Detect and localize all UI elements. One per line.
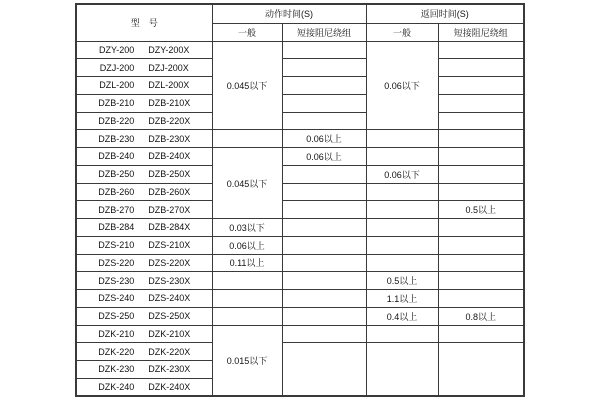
header-return-damped-winding: 短接阻尼绕组 <box>438 23 524 41</box>
table-row <box>76 59 524 77</box>
model-label: DZS-230X <box>148 275 191 286</box>
value-cell-return_damped <box>438 183 524 201</box>
value-cell-action_general: 0.11以上 <box>212 254 282 272</box>
model-label: DZB-210X <box>148 98 191 109</box>
value-cell-action_damped <box>282 77 366 95</box>
model-label: DZK-230 <box>98 364 135 375</box>
table-row <box>76 94 524 112</box>
value-cell-return_damped: 0.5以上 <box>438 201 524 219</box>
value-cell-return_damped <box>438 77 524 95</box>
model-label: DZS-210X <box>148 240 191 251</box>
value-cell-return_general <box>366 219 438 237</box>
value-cell-action_general: 0.03以下 <box>212 219 282 237</box>
model-cell <box>76 165 212 183</box>
value-cell-action_general: 0.045以下 <box>212 41 282 130</box>
model-cell <box>76 183 212 201</box>
value-cell-return_damped <box>438 236 524 254</box>
model-label: DZJ-200 <box>99 62 135 73</box>
model-label: DZB-250 <box>98 169 135 180</box>
value-cell-action_general <box>212 130 282 148</box>
model-label: DZB-284X <box>148 222 191 233</box>
model-cell <box>76 307 212 325</box>
table-row <box>76 290 524 308</box>
value-cell-return_general: 0.5以上 <box>366 272 438 290</box>
value-cell-return_general <box>366 254 438 272</box>
value-cell-action_general <box>212 307 282 325</box>
value-cell-action_damped <box>282 290 366 308</box>
table-row <box>76 343 524 361</box>
relay-spec-table <box>75 3 525 397</box>
table-row <box>76 148 524 166</box>
model-label: DZS-240X <box>148 293 191 304</box>
table-row <box>76 272 524 290</box>
header-model: 型 号 <box>76 4 212 41</box>
model-cell <box>76 325 212 343</box>
value-cell-return_damped <box>438 272 524 290</box>
model-label: DZK-220X <box>148 346 191 357</box>
table-row <box>76 219 524 237</box>
model-cell <box>76 130 212 148</box>
model-cell <box>76 77 212 95</box>
model-label: DZK-210 <box>98 328 135 339</box>
value-cell-action_damped <box>282 41 366 59</box>
value-cell-return_damped: 0.8以上 <box>438 307 524 325</box>
value-cell-action_damped <box>282 201 366 219</box>
table-row <box>76 254 524 272</box>
model-label: DZS-250 <box>98 311 135 322</box>
table-body <box>76 41 524 396</box>
model-label: DZK-230X <box>148 364 191 375</box>
model-label: DZB-230X <box>148 133 191 144</box>
model-label: DZJ-200X <box>148 62 189 73</box>
value-cell-action_damped <box>282 307 366 325</box>
value-cell-action_general <box>212 272 282 290</box>
value-cell-return_general <box>366 183 438 201</box>
value-cell-return_general: 0.06以下 <box>366 165 438 183</box>
model-label: DZY-200X <box>148 44 190 55</box>
model-cell <box>76 343 212 361</box>
model-label: DZB-250X <box>148 169 191 180</box>
value-cell-action_damped <box>282 254 366 272</box>
value-cell-return_general <box>366 236 438 254</box>
model-cell <box>76 201 212 219</box>
model-cell <box>76 112 212 130</box>
value-cell-return_general: 1.1以上 <box>366 290 438 308</box>
table-header <box>76 4 524 41</box>
table-row <box>76 112 524 130</box>
model-cell <box>76 219 212 237</box>
model-label: DZB-284 <box>98 222 135 233</box>
value-cell-return_damped <box>438 165 524 183</box>
model-label: DZB-260 <box>98 186 135 197</box>
model-cell <box>76 272 212 290</box>
value-cell-return_general <box>366 130 438 148</box>
model-label: DZL-200X <box>148 80 190 91</box>
value-cell-return_general <box>366 201 438 219</box>
model-label: DZS-220X <box>148 257 191 268</box>
model-label: DZB-270X <box>148 204 191 215</box>
value-cell-action_damped: 0.06以上 <box>282 148 366 166</box>
value-cell-action_general <box>212 290 282 308</box>
model-cell <box>76 148 212 166</box>
value-cell-action_damped: 0.06以上 <box>282 130 366 148</box>
value-cell-return_damped <box>438 59 524 77</box>
header-return-general: 一般 <box>366 23 438 41</box>
value-cell-action_damped <box>282 272 366 290</box>
value-cell-return_damped <box>438 130 524 148</box>
model-label: DZS-230 <box>98 275 135 286</box>
model-label: DZB-270 <box>98 204 135 215</box>
model-label: DZS-220 <box>98 257 135 268</box>
value-cell-return_general: 0.4以上 <box>366 307 438 325</box>
model-label: DZK-240 <box>98 381 135 392</box>
table-row <box>76 183 524 201</box>
value-cell-action_general: 0.015以下 <box>212 325 282 396</box>
value-cell-action_damped <box>282 325 366 343</box>
table-row <box>76 325 524 343</box>
value-cell-return_damped <box>438 343 524 396</box>
model-label: DZY-200 <box>99 44 135 55</box>
value-cell-action_damped <box>282 59 366 77</box>
value-cell-action_damped <box>282 165 366 183</box>
model-label: DZK-210X <box>148 328 191 339</box>
model-cell <box>76 378 212 396</box>
model-label: DZB-240X <box>148 151 191 162</box>
model-label: DZB-220X <box>148 115 191 126</box>
table-row <box>76 201 524 219</box>
header-action-damped-winding: 短接阻尼绕组 <box>282 23 366 41</box>
table-row <box>76 41 524 59</box>
value-cell-action_general: 0.06以上 <box>212 236 282 254</box>
model-label: DZB-210 <box>98 98 135 109</box>
value-cell-action_damped <box>282 343 366 396</box>
value-cell-return_general <box>366 343 438 396</box>
model-label: DZL-200 <box>99 80 135 91</box>
value-cell-action_damped <box>282 183 366 201</box>
value-cell-return_damped <box>438 148 524 166</box>
value-cell-return_damped <box>438 254 524 272</box>
table-row <box>76 77 524 95</box>
value-cell-action_general: 0.045以下 <box>212 148 282 219</box>
value-cell-action_damped <box>282 112 366 130</box>
header-action-general: 一般 <box>212 23 282 41</box>
value-cell-return_damped <box>438 219 524 237</box>
model-label: DZS-210 <box>98 240 135 251</box>
table-row <box>76 236 524 254</box>
header-row-groups <box>76 4 524 23</box>
value-cell-action_damped <box>282 219 366 237</box>
value-cell-action_damped <box>282 94 366 112</box>
model-label: DZB-240 <box>98 151 135 162</box>
header-action-time-group: 动作时间(S) <box>212 4 366 23</box>
model-cell <box>76 59 212 77</box>
header-return-time-group: 返回时间(S) <box>366 4 524 23</box>
model-label: DZS-250X <box>148 311 191 322</box>
model-cell <box>76 254 212 272</box>
model-label: DZK-220 <box>98 346 135 357</box>
model-cell <box>76 290 212 308</box>
model-label: DZB-220 <box>98 115 135 126</box>
value-cell-return_general <box>366 148 438 166</box>
model-label: DZB-260X <box>148 186 191 197</box>
model-label: DZS-240 <box>98 293 135 304</box>
model-cell <box>76 94 212 112</box>
model-cell <box>76 41 212 59</box>
value-cell-return_general: 0.06以下 <box>366 41 438 130</box>
value-cell-return_damped <box>438 41 524 59</box>
model-cell <box>76 236 212 254</box>
model-label: DZB-230 <box>98 133 135 144</box>
value-cell-action_damped <box>282 236 366 254</box>
value-cell-return_damped <box>438 290 524 308</box>
value-cell-return_damped <box>438 112 524 130</box>
table-row <box>76 130 524 148</box>
table-row <box>76 307 524 325</box>
model-label: DZK-240X <box>148 381 191 392</box>
value-cell-return_damped <box>438 94 524 112</box>
value-cell-return_damped <box>438 325 524 343</box>
table-row <box>76 165 524 183</box>
value-cell-return_general <box>366 325 438 343</box>
model-cell <box>76 361 212 379</box>
